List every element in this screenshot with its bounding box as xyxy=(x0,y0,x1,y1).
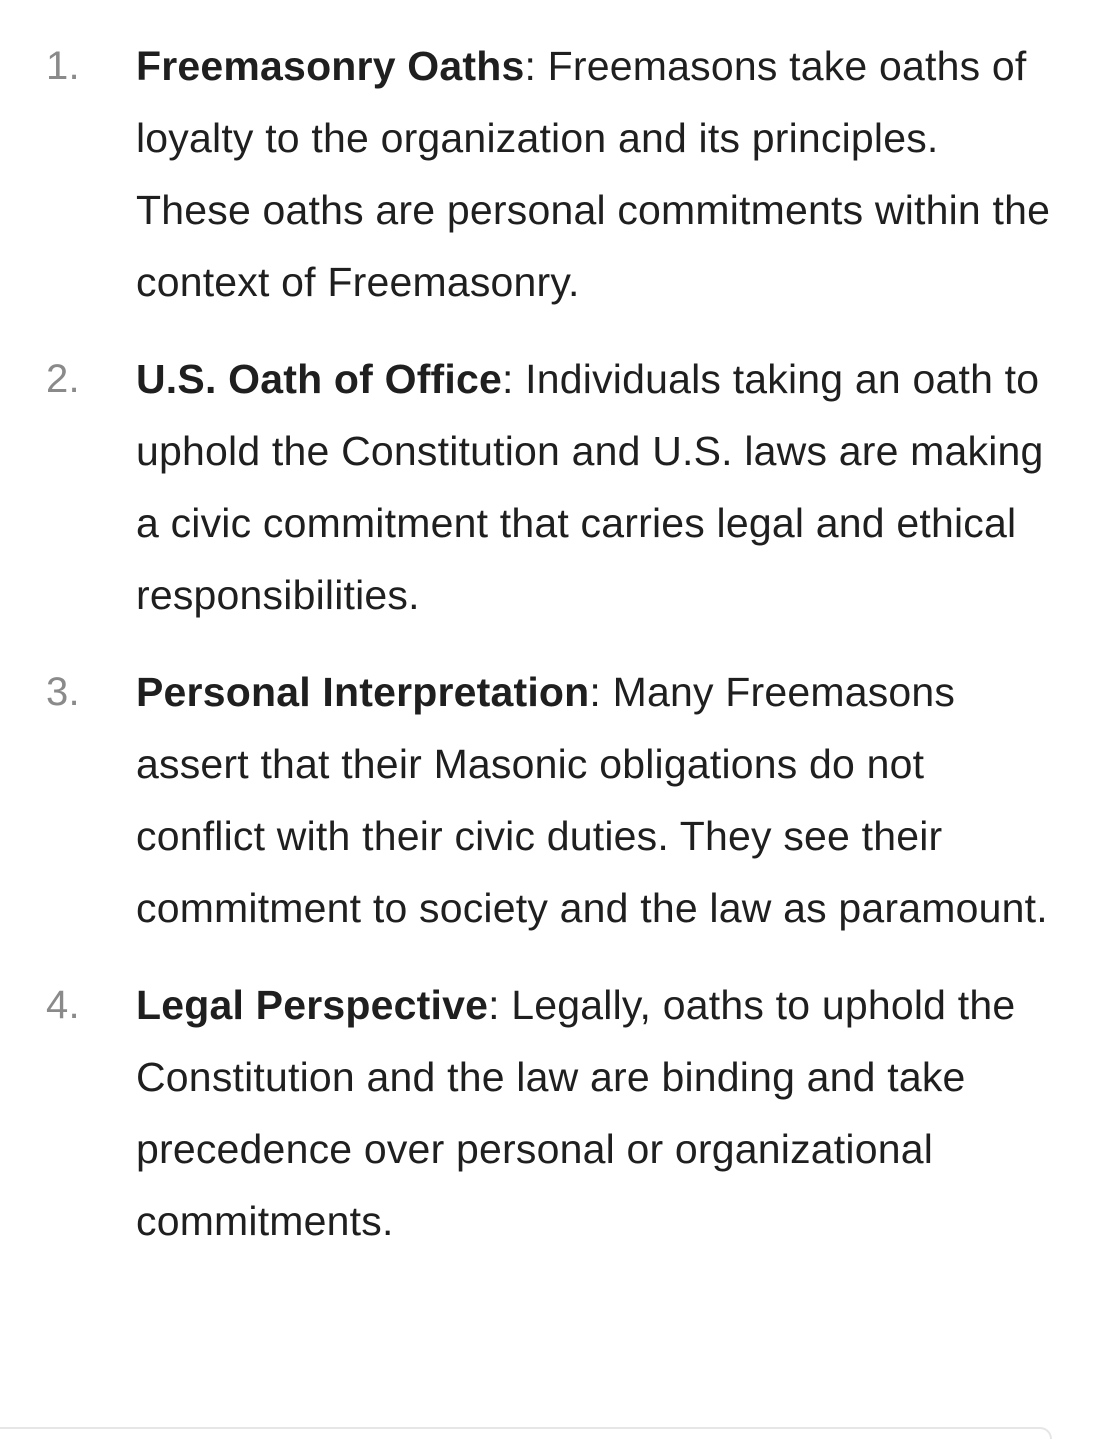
list-item-number: 2. xyxy=(46,357,80,401)
list-item-term: Freemasonry Oaths xyxy=(136,43,525,89)
list-item-oath-of-office xyxy=(0,343,1100,631)
list-item-term: Legal Perspective xyxy=(136,982,489,1028)
numbered-list xyxy=(0,30,1100,1282)
list-item-term: Personal Interpretation xyxy=(136,669,590,715)
list-item-number: 1. xyxy=(46,44,80,88)
list-item-separator: : xyxy=(589,669,602,715)
list-item-separator: : xyxy=(488,982,500,1028)
list-item-term: U.S. Oath of Office xyxy=(136,356,502,402)
list-item-personal-interpretation xyxy=(0,656,1100,944)
list-item-number: 3. xyxy=(46,670,80,714)
list-item-freemasonry-oaths xyxy=(0,30,1100,318)
list-item-separator: : xyxy=(524,43,537,89)
list-item-text: Many Freemasons assert that their Masonic obligations do not conflict with their civic duties. They see their commitment to society and the law as paramount. xyxy=(136,669,1048,931)
list-item-text: Legally, oaths to uphold the Constitution and the law are binding and take precedence over personal or organizational commitments. xyxy=(136,982,1016,1244)
list-item-text: Freemasons take oaths of loyalty to the organization and its principles. These oaths are personal commitments within the context of Freemasonry. xyxy=(136,43,1051,305)
list-item-separator: : xyxy=(502,356,514,402)
list-item-number: 4. xyxy=(46,983,80,1027)
list-item-legal-perspective xyxy=(0,969,1100,1257)
list-item-text: Individuals taking an oath to uphold the Constitution and U.S. laws are making a civic commitment that carries legal and ethical responsibilities. xyxy=(136,356,1044,618)
input-panel-edge xyxy=(0,1427,1052,1439)
